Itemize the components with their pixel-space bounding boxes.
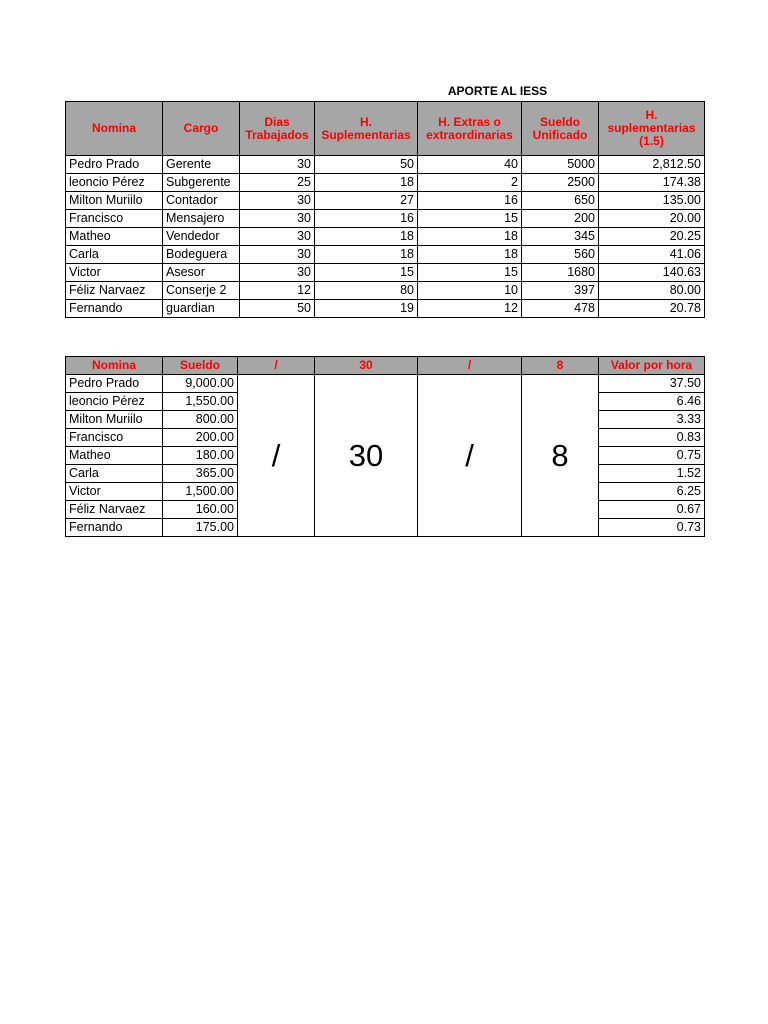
cell-h-suplementarias-15[interactable]: 80.00 [599, 282, 705, 300]
cell-nomina[interactable]: Francisco [66, 429, 163, 447]
cell-cargo[interactable]: Contador [163, 192, 240, 210]
header-thirty: 30 [315, 357, 418, 375]
cell-valor-por-hora[interactable]: 0.75 [599, 447, 705, 465]
cell-nomina[interactable]: Féliz Narvaez [66, 501, 163, 519]
header-divide-1: / [238, 357, 315, 375]
cell-sueldo[interactable]: 9,000.00 [163, 375, 238, 393]
cell-cargo[interactable]: Gerente [163, 156, 240, 174]
header-divide-2: / [418, 357, 522, 375]
cell-h-suplementarias-15[interactable]: 140.63 [599, 264, 705, 282]
cell-nomina[interactable]: Milton Muriilo [66, 192, 163, 210]
cell-h-extras[interactable]: 18 [418, 228, 522, 246]
header-nomina: Nomina [66, 357, 163, 375]
cell-sueldo-unificado[interactable]: 650 [522, 192, 599, 210]
header-h-suplementarias: H. Suplementarias [315, 102, 418, 156]
cell-sueldo[interactable]: 800.00 [163, 411, 238, 429]
cell-dias[interactable]: 30 [240, 210, 315, 228]
cell-h-suplementarias[interactable]: 80 [315, 282, 418, 300]
cell-sueldo-unificado[interactable]: 1680 [522, 264, 599, 282]
cell-h-extras[interactable]: 12 [418, 300, 522, 318]
cell-nomina[interactable]: Milton Muriilo [66, 411, 163, 429]
cell-h-suplementarias[interactable]: 16 [315, 210, 418, 228]
cell-h-suplementarias-15[interactable]: 174.38 [599, 174, 705, 192]
cell-h-suplementarias-15[interactable]: 41.06 [599, 246, 705, 264]
cell-dias[interactable]: 30 [240, 228, 315, 246]
cell-sueldo-unificado[interactable]: 200 [522, 210, 599, 228]
cell-h-suplementarias[interactable]: 18 [315, 246, 418, 264]
cell-sueldo-unificado[interactable]: 5000 [522, 156, 599, 174]
table-row [66, 282, 705, 300]
cell-nomina[interactable]: Victor [66, 264, 163, 282]
cell-cargo[interactable]: Bodeguera [163, 246, 240, 264]
cell-h-suplementarias-15[interactable]: 20.78 [599, 300, 705, 318]
table-row [66, 375, 705, 393]
cell-sueldo[interactable]: 200.00 [163, 429, 238, 447]
header-valor-por-hora: Valor por hora [599, 357, 705, 375]
cell-nomina[interactable]: Pedro Prado [66, 156, 163, 174]
header-cargo: Cargo [163, 102, 240, 156]
hourly-rate-table [65, 356, 705, 537]
cell-h-extras[interactable]: 16 [418, 192, 522, 210]
table-row [66, 192, 705, 210]
header-eight: 8 [522, 357, 599, 375]
cell-h-suplementarias-15[interactable]: 2,812.50 [599, 156, 705, 174]
cell-h-suplementarias[interactable]: 27 [315, 192, 418, 210]
table-row [66, 210, 705, 228]
cell-valor-por-hora[interactable]: 37.50 [599, 375, 705, 393]
cell-dias[interactable]: 25 [240, 174, 315, 192]
cell-sueldo-unificado[interactable]: 560 [522, 246, 599, 264]
table-row [66, 228, 705, 246]
table-row [66, 174, 705, 192]
cell-nomina[interactable]: Fernando [66, 519, 163, 537]
cell-h-extras[interactable]: 18 [418, 246, 522, 264]
big-eight[interactable]: 8 [522, 375, 599, 537]
cell-h-suplementarias[interactable]: 18 [315, 228, 418, 246]
cell-dias[interactable]: 50 [240, 300, 315, 318]
header-sueldo-unificado: Sueldo Unificado [522, 102, 599, 156]
overtime-table [65, 101, 705, 318]
cell-h-extras[interactable]: 2 [418, 174, 522, 192]
big-divide-2[interactable]: / [418, 375, 522, 537]
cell-valor-por-hora[interactable]: 0.73 [599, 519, 705, 537]
cell-valor-por-hora[interactable]: 6.46 [599, 393, 705, 411]
cell-cargo[interactable]: Subgerente [163, 174, 240, 192]
cell-nomina[interactable]: Fernando [66, 300, 163, 318]
cell-sueldo-unificado[interactable]: 397 [522, 282, 599, 300]
cell-sueldo-unificado[interactable]: 478 [522, 300, 599, 318]
cell-h-suplementarias-15[interactable]: 135.00 [599, 192, 705, 210]
cell-h-suplementarias-15[interactable]: 20.00 [599, 210, 705, 228]
cell-sueldo-unificado[interactable]: 2500 [522, 174, 599, 192]
cell-dias[interactable]: 30 [240, 264, 315, 282]
cell-dias[interactable]: 12 [240, 282, 315, 300]
header-dias-trabajados: Dias Trabajados [240, 102, 315, 156]
cell-h-extras[interactable]: 40 [418, 156, 522, 174]
cell-nomina[interactable]: leoncio Pérez [66, 174, 163, 192]
cell-cargo[interactable]: Asesor [163, 264, 240, 282]
cell-nomina[interactable]: leoncio Pérez [66, 393, 163, 411]
cell-cargo[interactable]: Mensajero [163, 210, 240, 228]
cell-h-extras[interactable]: 15 [418, 210, 522, 228]
cell-dias[interactable]: 30 [240, 192, 315, 210]
cell-nomina[interactable]: Carla [66, 465, 163, 483]
cell-h-suplementarias[interactable]: 19 [315, 300, 418, 318]
cell-h-suplementarias[interactable]: 50 [315, 156, 418, 174]
table-row [66, 246, 705, 264]
header-h-suplementarias-15: H. suplementarias (1.5) [599, 102, 705, 156]
cell-sueldo[interactable]: 1,550.00 [163, 393, 238, 411]
cell-valor-por-hora[interactable]: 0.83 [599, 429, 705, 447]
cell-valor-por-hora[interactable]: 1.52 [599, 465, 705, 483]
cell-sueldo-unificado[interactable]: 345 [522, 228, 599, 246]
cell-nomina[interactable]: Francisco [66, 210, 163, 228]
table-row [66, 264, 705, 282]
big-divide-1[interactable]: / [238, 375, 315, 537]
cell-nomina[interactable]: Carla [66, 246, 163, 264]
cell-valor-por-hora[interactable]: 0.67 [599, 501, 705, 519]
table-row [66, 300, 705, 318]
header-h-extras: H. Extras o extraordinarias [418, 102, 522, 156]
cell-nomina[interactable]: Féliz Narvaez [66, 282, 163, 300]
big-thirty[interactable]: 30 [315, 375, 418, 537]
cell-sueldo[interactable]: 175.00 [163, 519, 238, 537]
cell-valor-por-hora[interactable]: 3.33 [599, 411, 705, 429]
cell-dias[interactable]: 30 [240, 156, 315, 174]
cell-nomina[interactable]: Matheo [66, 447, 163, 465]
sheet-title: APORTE AL IESS [447, 84, 548, 98]
header-sueldo: Sueldo [163, 357, 238, 375]
header-nomina: Nomina [66, 102, 163, 156]
cell-nomina[interactable]: Matheo [66, 228, 163, 246]
cell-h-suplementarias[interactable]: 15 [315, 264, 418, 282]
cell-sueldo[interactable]: 1,500.00 [163, 483, 238, 501]
cell-nomina[interactable]: Victor [66, 483, 163, 501]
hourly-header-row [66, 357, 705, 375]
cell-h-extras[interactable]: 10 [418, 282, 522, 300]
cell-h-suplementarias[interactable]: 18 [315, 174, 418, 192]
table-row [66, 156, 705, 174]
cell-h-suplementarias-15[interactable]: 20.25 [599, 228, 705, 246]
cell-sueldo[interactable]: 160.00 [163, 501, 238, 519]
cell-cargo[interactable]: Conserje 2 [163, 282, 240, 300]
cell-cargo[interactable]: Vendedor [163, 228, 240, 246]
cell-sueldo[interactable]: 180.00 [163, 447, 238, 465]
overtime-header-row [66, 102, 705, 156]
cell-sueldo[interactable]: 365.00 [163, 465, 238, 483]
cell-nomina[interactable]: Pedro Prado [66, 375, 163, 393]
cell-valor-por-hora[interactable]: 6.25 [599, 483, 705, 501]
cell-cargo[interactable]: guardian [163, 300, 240, 318]
cell-dias[interactable]: 30 [240, 246, 315, 264]
cell-h-extras[interactable]: 15 [418, 264, 522, 282]
